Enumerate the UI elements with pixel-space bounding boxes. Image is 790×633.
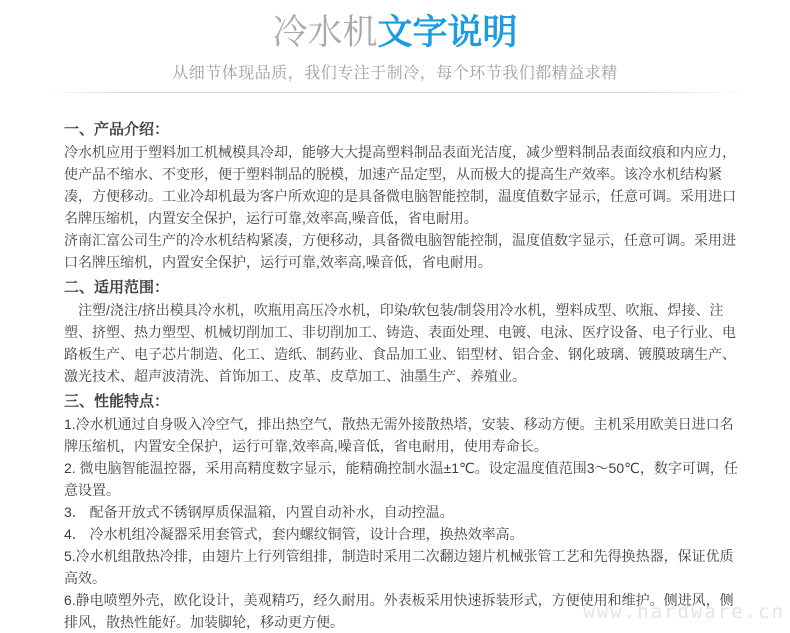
paragraph: 3． 配备开放式不锈钢厚质保温箱，内置自动补水，自动控温。 xyxy=(64,504,454,520)
section xyxy=(64,391,743,633)
page-title-product: 冷水机 xyxy=(272,13,378,52)
header-divider xyxy=(42,92,748,93)
paragraph: 济南汇富公司生产的冷水机结构紧凑，方便移动，具备微电脑智能控制，温度值数字显示，任意可调。采用进口名牌压缩机，内置安全保护，运行可靠,效率高,噪音低，省电耐用。 xyxy=(64,232,736,270)
document-body xyxy=(64,119,743,633)
page-header xyxy=(0,0,790,93)
section-heading: 三、性能特点： xyxy=(64,393,170,410)
paragraph: 1.冷水机通过自身吸入冷空气，排出热空气，散热无需外接散热塔，安装、移动方便。主机采用欧美日进口名牌压缩机，内置安全保护，运行可靠,效率高,噪音低，省电耐用，使用寿命长。 xyxy=(64,416,734,454)
section-heading: 一、产品介绍： xyxy=(64,121,170,138)
section xyxy=(64,119,743,273)
paragraph: 冷水机应用于塑料加工机械模具冷却，能够大大提高塑料制品表面光洁度，减少塑料制品表面纹痕和内应力，使产品不缩水、不变形，便于塑料制品的脱模，加速产品定型，从而极大的提高生产效率。该冷水机结构紧凑，方便移动。工业冷却机最为客户所欢迎的是具备微电脑智能控制，温度值数字显示，任意可调。采用进口名牌压缩机，内置安全保护，运行可靠,效率高,噪音低，省电耐用。 xyxy=(64,144,736,226)
page-subtitle: 从细节体现品质，我们专注于制冷，每个环节我们都精益求精 xyxy=(172,65,618,83)
paragraph: 4． 冷水机组冷凝器采用套管式，套内螺纹铜管，设计合理，换热效率高。 xyxy=(64,526,524,542)
paragraph: 注塑/浇注/挤出模具冷水机，吹瓶用高压冷水机，印染/软包装/制袋用冷水机，塑料成型、吹瓶、焊接、注塑、挤塑、热力塑型、机械切削加工、非切削加工、铸造、表面处理、电镀、电泳、医疗设备、电子行业、电路板生产、电子芯片制造、化工、造纸、制药业、食品加工业、铝型材、铝合金、钢化玻璃、镀膜玻璃生产、激光技术、超声波清洗、首饰加工、皮革、皮草加工、油墨生产、养殖业。 xyxy=(64,302,736,384)
paragraph: 6.静电喷塑外壳，欧化设计，美观精巧，经久耐用。外表板采用快速拆装形式，方便使用和维护。侧进风，侧排风，散热性能好。加装脚轮，移动更方便。 xyxy=(64,592,734,630)
paragraph: 5.冷水机组散热冷排，由翅片上行列管组排，制造时采用二次翻边翅片机械张管工艺和先得换热器，保证优质高效。 xyxy=(64,548,734,586)
page-title xyxy=(0,13,790,53)
section-heading: 二、适用范围： xyxy=(64,279,170,296)
section xyxy=(64,277,743,387)
paragraph: 2. 微电脑智能温控器，采用高精度数字显示，能精确控制水温±1℃。设定温度值范围3～50℃，数字可调，任意设置。 xyxy=(64,460,738,498)
watermark: www.hardware.cn xyxy=(583,601,785,623)
page-title-accent: 文字说明 xyxy=(377,13,518,52)
